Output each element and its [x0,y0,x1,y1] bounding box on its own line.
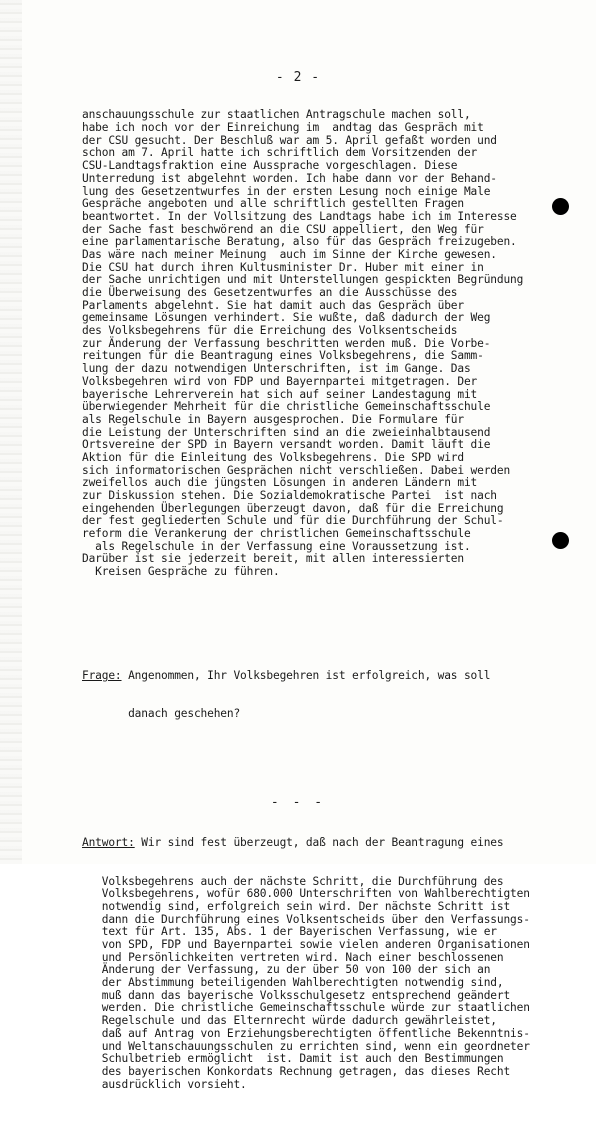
text-line: Darüber ist sie jederzeit bereit, mit allen interessierten [82,552,464,566]
end-mark: - - - [270,795,326,810]
text-line: Die CSU hat durch ihren Kultusminister Dr. Huber mit einer in [82,260,484,274]
answer-line: der Abstimmung beteiligenden Wahlberechtigten notwendig sind, [82,976,504,990]
text-line: lung des Gesetzentwurfes in der ersten Lesung noch einige Male [82,184,491,198]
text-line: reform die Verankerung der christlichen Gemeinschaftsschule [82,527,471,541]
question-label: Frage: [82,669,122,683]
text-line: die Leistung der Unterschriften sind an die zweieinhalbtausend [82,425,491,439]
answer-line: und Weltanschauungsschulen zu errichten sind, wenn ein geordneter [82,1039,530,1053]
text-line: habe ich noch vor der Einreichung im andtag das Gespräch mit [82,121,484,135]
paragraph-main [82,109,582,578]
text-line: Kreisen Gespräche zu führen. [82,565,280,579]
answer-text: Wir sind fest überzeugt, daß nach der Beantragung eines [134,836,504,850]
answer-label: Antwort: [82,836,135,850]
answer-line: ausdrücklich vorsieht. [82,1077,247,1091]
answer-line: werden. Die christliche Gemeinschaftsschule würde zur staatlichen [82,1001,530,1015]
answer-line: Regelschule und das Elternrecht würde dadurch gewährleistet, [82,1014,497,1028]
text-line: als Regelschule in Bayern ausgesprochen. Die Formulare für [82,412,464,426]
text-line: Das wäre nach meiner Meinung auch im Sinne der Kirche gewesen. [82,247,497,261]
answer-line: des bayerischen Konkordats Rechnung getragen, das dieses Recht [82,1064,511,1078]
answer-line: text für Art. 135, Abs. 1 der Bayerischen Verfassung, wie er [82,925,497,939]
text-line: Volksbegehren wird von FDP und Bayernpartei mitgetragen. Der [82,374,478,388]
question-text: Angenommen, Ihr Volksbegehren ist erfolgreich, was soll [121,669,491,683]
text-line: als Regelschule in der Verfassung eine Voraussetzung ist. [82,539,471,553]
punch-hole [552,532,569,549]
text-line: zur Diskussion stehen. Die Sozialdemokratische Partei ist nach [82,489,497,503]
text-line: der fest gegliederten Schule und für die Durchführung der Schul- [82,514,504,528]
page-number: - 2 - [275,70,321,85]
text-line: reitungen für die Beantragung eines Volksbegehrens, die Samm- [82,349,484,363]
text-line: beantwortet. In der Vollsitzung des Landtags habe ich im Interesse [82,209,517,223]
question-line [82,670,582,683]
text-line: lung der dazu notwendigen Unterschriften, ist im Gange. Das [82,362,471,376]
answer-block [82,812,582,1117]
text-line: Unterredung ist abgelehnt worden. Ich habe dann vor der Behand- [82,171,497,185]
answer-line: Volksbegehrens, wofür 680.000 Unterschriften von Wahlberechtigten [82,887,530,901]
text-line: gemeinsame Lösungen verhindert. Sie wußte, daß dadurch der Weg [82,311,491,325]
answer-line: dann die Durchführung eines Volksentscheids über den Verfassungs- [82,912,530,926]
answer-line: daß auf Antrag von Erziehungsberechtigten öffentliche Bekenntnis- [82,1026,530,1040]
text-line: der Sache unrichtigen und mit Unterstellungen gespickten Begründung [82,273,524,287]
text-line: schon am 7. April hatte ich schriftlich dem Vorsitzenden der [82,146,478,160]
answer-line: von SPD, FDP und Bayernpartei sowie vielen anderen Organisationen [82,938,530,951]
text-line: die Überweisung des Gesetzentwurfes an die Ausschüsse des [82,286,458,300]
text-line: zweifellos auch die jüngsten Lösungen in anderen Ländern mit [82,476,478,490]
text-line: der CSU gesucht. Der Beschluß war am 5. April gefaßt worden und [82,133,497,147]
answer-line: und Persönlichkeiten vertreten wird. Nach einer beschlossenen [82,950,504,964]
text-line: eine parlamentarische Beratung, also für das Gespräch freizugeben. [82,235,517,249]
punch-hole [552,198,569,215]
answer-line: Schulbetrieb ermöglicht ist. Damit ist auch den Bestimmungen [82,1052,504,1066]
text-line: CSU-Landtagsfraktion eine Aussprache vorgeschlagen. Diese [82,159,458,173]
document-body [82,84,582,1142]
text-line: Aktion für die Einleitung des Volksbegehrens. Die SPD wird [82,450,464,464]
question-line: danach geschehen? [82,707,241,721]
scan-edge [0,0,22,864]
answer-line: muß dann das bayerische Volksschulgesetz entsprechend geändert [82,988,511,1002]
text-line: zur Änderung der Verfassung beschritten werden muß. Die Vorbe- [82,336,491,350]
answer-line: Volksbegehrens auch der nächste Schritt, die Durchführung des [82,874,504,888]
question-block [82,645,582,747]
text-line: sich informatorischen Gesprächen nicht verschließen. Dabei werden [82,463,511,477]
text-line: anschauungsschule zur staatlichen Antragschule machen soll, [82,108,471,122]
answer-line [82,837,582,850]
text-line: des Volksbegehrens für die Erreichung des Volksentscheids [82,324,458,338]
answer-rest [82,876,582,1092]
answer-line: Änderung der Verfassung, zu der über 50 von 100 der sich an [82,963,491,977]
text-line: Ortsvereine der SPD in Bayern versandt worden. Damit läuft die [82,438,491,452]
answer-line: notwendig sind, erfolgreich sein wird. Der nächste Schritt ist [82,899,511,913]
text-line: der Sache fast beschwörend an die CSU appelliert, den Weg für [82,222,484,236]
text-line: Parlaments abgelehnt. Sie hat damit auch das Gespräch über [82,298,464,312]
text-line: Gespräche angeboten und alle schriftlich gestellten Fragen [82,197,464,211]
text-line: eingehenden Überlegungen überzeugt davon, daß für die Erreichung [82,501,504,515]
text-line: überwiegender Mehrheit für die christliche Gemeinschaftsschule [82,400,491,414]
text-line: bayerische Lehrerverein hat sich auf seiner Landestagung mit [82,387,478,401]
